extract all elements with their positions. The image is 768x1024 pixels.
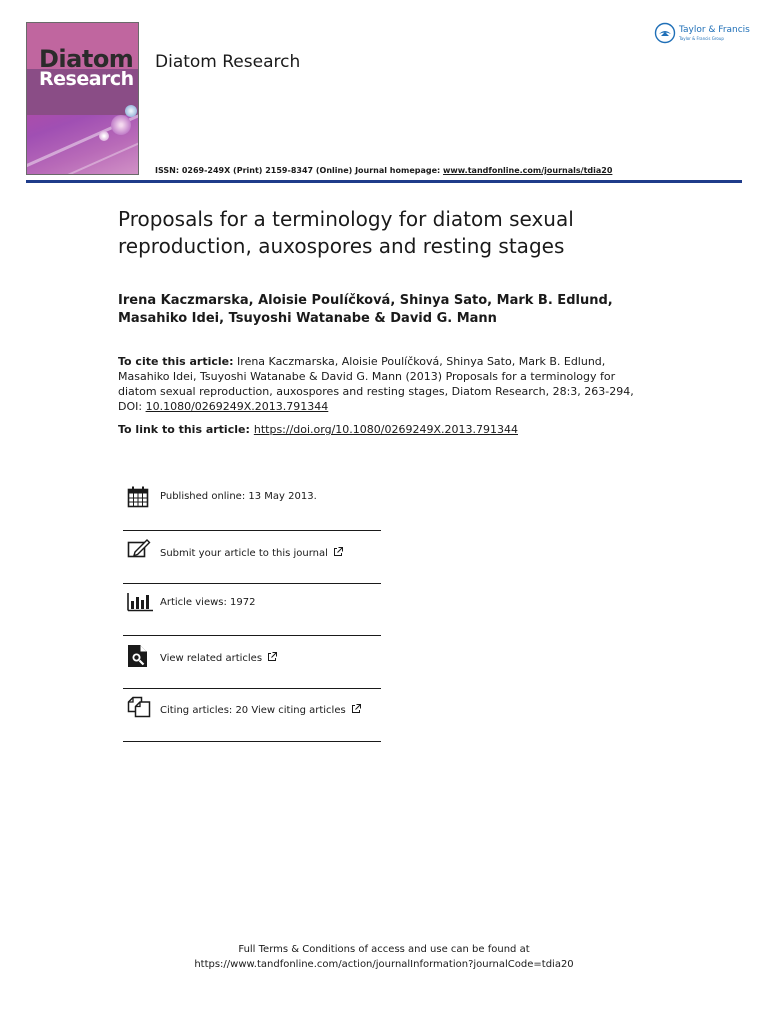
link-label: To link to this article: [118, 423, 250, 436]
related-articles-link[interactable] [160, 652, 277, 664]
related-articles-row[interactable] [123, 644, 381, 670]
citing-articles-link[interactable] [160, 704, 361, 716]
footer-line1: Full Terms & Conditions of access and use can be found at [238, 944, 530, 955]
journal-name: Diatom Research [155, 52, 301, 72]
cite-label: To cite this article: [118, 355, 234, 368]
article-views-text: Article views: 1972 [160, 597, 256, 608]
calendar-icon [127, 486, 149, 508]
article-title: Proposals for a terminology for diatom sexual reproduction, auxospores and resting stages [118, 207, 574, 258]
issn-line [155, 166, 612, 175]
document-search-icon [127, 644, 149, 668]
header-divider [26, 180, 742, 183]
citing-documents-icon [127, 696, 151, 718]
cover-title-line1: Diatom [39, 45, 134, 73]
divider [123, 530, 381, 531]
publisher-logo-icon [654, 22, 676, 44]
divider [123, 688, 381, 689]
article-authors: Irena Kaczmarska, Aloisie Poulíčková, Shinya Sato, Mark B. Edlund, Masahiko Idei, Tsuyoshi Watanabe & David G. Mann [118, 293, 613, 326]
edit-icon [127, 538, 151, 560]
divider [123, 583, 381, 584]
article-views-row [123, 592, 381, 616]
publisher-group: Taylor & Francis Group [679, 35, 724, 41]
submit-article-link[interactable] [160, 547, 343, 559]
article-doi-url[interactable]: https://doi.org/10.1080/0269249X.2013.791344 [253, 423, 518, 436]
divider [123, 635, 381, 636]
external-link-icon [333, 547, 343, 557]
footer-terms [0, 942, 768, 972]
divider [123, 741, 381, 742]
submit-article-row[interactable] [123, 538, 381, 562]
external-link-icon [351, 704, 361, 714]
cite-text: Irena Kaczmarska, Aloisie Poulíčková, Shinya Sato, Mark B. Edlund, Masahiko Idei, Tsuyoshi Watanabe & David G. Mann (2013) Proposals for a terminology for diatom sexual reproduction, auxospores and resting stages, Diatom Research, 28:3, 263-294, DOI: [118, 355, 634, 413]
footer-terms-link[interactable]: https://www.tandfonline.com/action/journalInformation?journalCode=tdia20 [194, 959, 574, 970]
bar-chart-icon [127, 592, 153, 612]
journal-cover-image [26, 22, 139, 175]
article-link-line [118, 423, 518, 436]
publisher-name: Taylor & Francis [679, 24, 750, 35]
citation-block [118, 354, 648, 414]
citing-articles-label: Citing articles: 20 View citing articles [160, 705, 346, 716]
related-articles-label: View related articles [160, 653, 263, 664]
published-date-text: Published online: 13 May 2013. [160, 491, 317, 502]
issn-text: ISSN: 0269-249X (Print) 2159-8347 (Online) Journal homepage: [155, 166, 444, 175]
submit-article-label: Submit your article to this journal [160, 548, 328, 559]
published-row [123, 486, 381, 510]
external-link-icon [267, 652, 277, 662]
cover-title-line2: Research [39, 68, 134, 90]
doi-link[interactable]: 10.1080/0269249X.2013.791344 [145, 400, 329, 413]
journal-homepage-link[interactable]: www.tandfonline.com/journals/tdia20 [443, 166, 613, 175]
citing-articles-row[interactable] [123, 696, 381, 720]
publisher-logo [654, 22, 750, 44]
